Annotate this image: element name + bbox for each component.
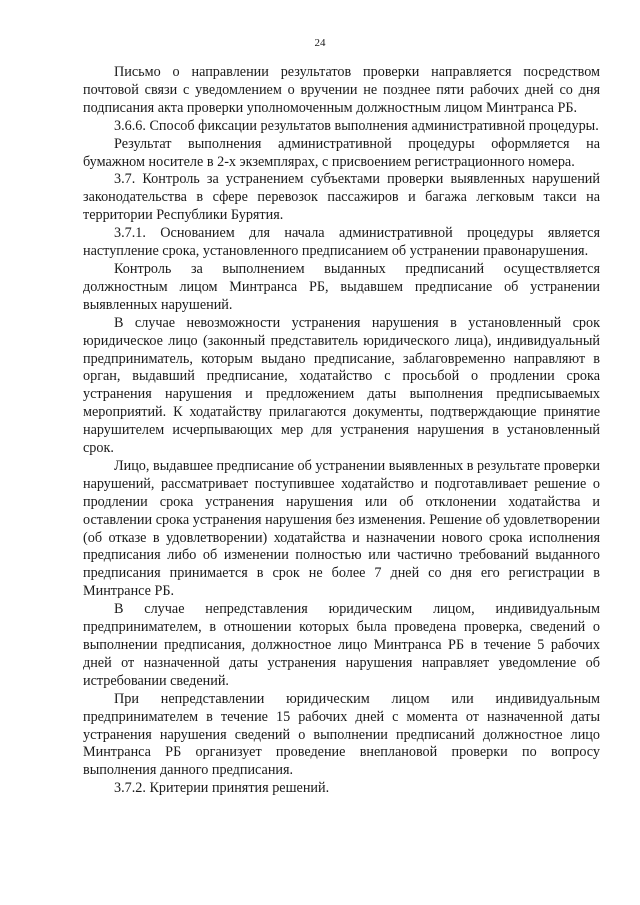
paragraph-3-6-6-heading: 3.6.6. Способ фиксации результатов выполнения административной процедуры. [114, 117, 599, 134]
paragraph-non-submission-notice: В случае непредставления юридическим лицом, индивидуальным предпринимателем, в отношении которых была проведена проверка, сведений о выполнении предписания, должностное лицо Минтранса РБ в течение 5 рабочих дней от назначенной даты устранения нарушения направляет уведомление об истребовании сведений. [83, 601, 600, 689]
page-number: 24 [314, 37, 326, 49]
paragraph-letter-sending: Письмо о направлении результатов проверки направляется посредством почтовой связи с уведомлением о вручении не позднее пяти рабочих дней со дня подписания акта проверки уполномоченным должностным лицом Минтранса РБ. [83, 64, 600, 116]
paragraph-3-7-2-heading: 3.7.2. Критерии принятия решений. [114, 780, 330, 797]
paragraph-control: Контроль за выполнением выданных предписаний осуществляется должностным лицом Минтранса РБ, выдавшем предписание об устранении выявленных нарушений. [83, 260, 600, 313]
document-body [83, 64, 600, 798]
paragraph-3-7-heading: 3.7. Контроль за устранением субъектами проверки выявленных нарушений законодательства в сфере перевозок пассажиров и багажа легковым такси на территории Республики Бурятия. [83, 171, 600, 224]
paragraph-procedure-result: Результат выполнения административной процедуры оформляется на бумажном носителе в 2-х экземплярах, с присвоением регистрационного номера. [83, 135, 600, 170]
paragraph-3-7-1: 3.7.1. Основанием для начала административной процедуры является наступление срока, установленного предписанием об устранении правонарушения. [83, 225, 600, 260]
paragraph-request-review: Лицо, выдавшее предписание об устранении выявленных в результате проверки нарушений, рассматривает поступившее ходатайство и подготавливает решение о продлении срока устранения нарушения или об отклонении ходатайства и оставлении срока устранения нарушения без изменения. Решение об удовлетворении (об отказе в удовлетворении) ходатайства и назначении нового срока исполнения предписания либо об изменении полностью или частично требований выданного предписания принимается в срок не более 7 дней со дня его регистрации в Минтрансе РБ. [83, 457, 600, 600]
paragraph-unscheduled-inspection: При непредставлении юридическим лицом или индивидуальным предпринимателем в течение 15 рабочих дней с момента от назначенной даты устранения нарушения сведений о выполнении предписаний должностное лицо Минтранса РБ организует проведение внеплановой проверки по вопросу выполнения данного предписания. [83, 690, 600, 779]
paragraph-extension-request: В случае невозможности устранения нарушения в установленный срок юридическое лицо (законный представитель юридического лица), индивидуальный предприниматель, которым выдано предписание, заблаговременно направляют в орган, выдавший предписание, ходатайство с просьбой о продлении срока устранения нарушения и предложением даты выполнения предписываемых мероприятий. К ходатайству прилагаются документы, подтверждающие принятие нарушителем исчерпывающих мер для устранения нарушения в установленный срок. [83, 314, 600, 457]
